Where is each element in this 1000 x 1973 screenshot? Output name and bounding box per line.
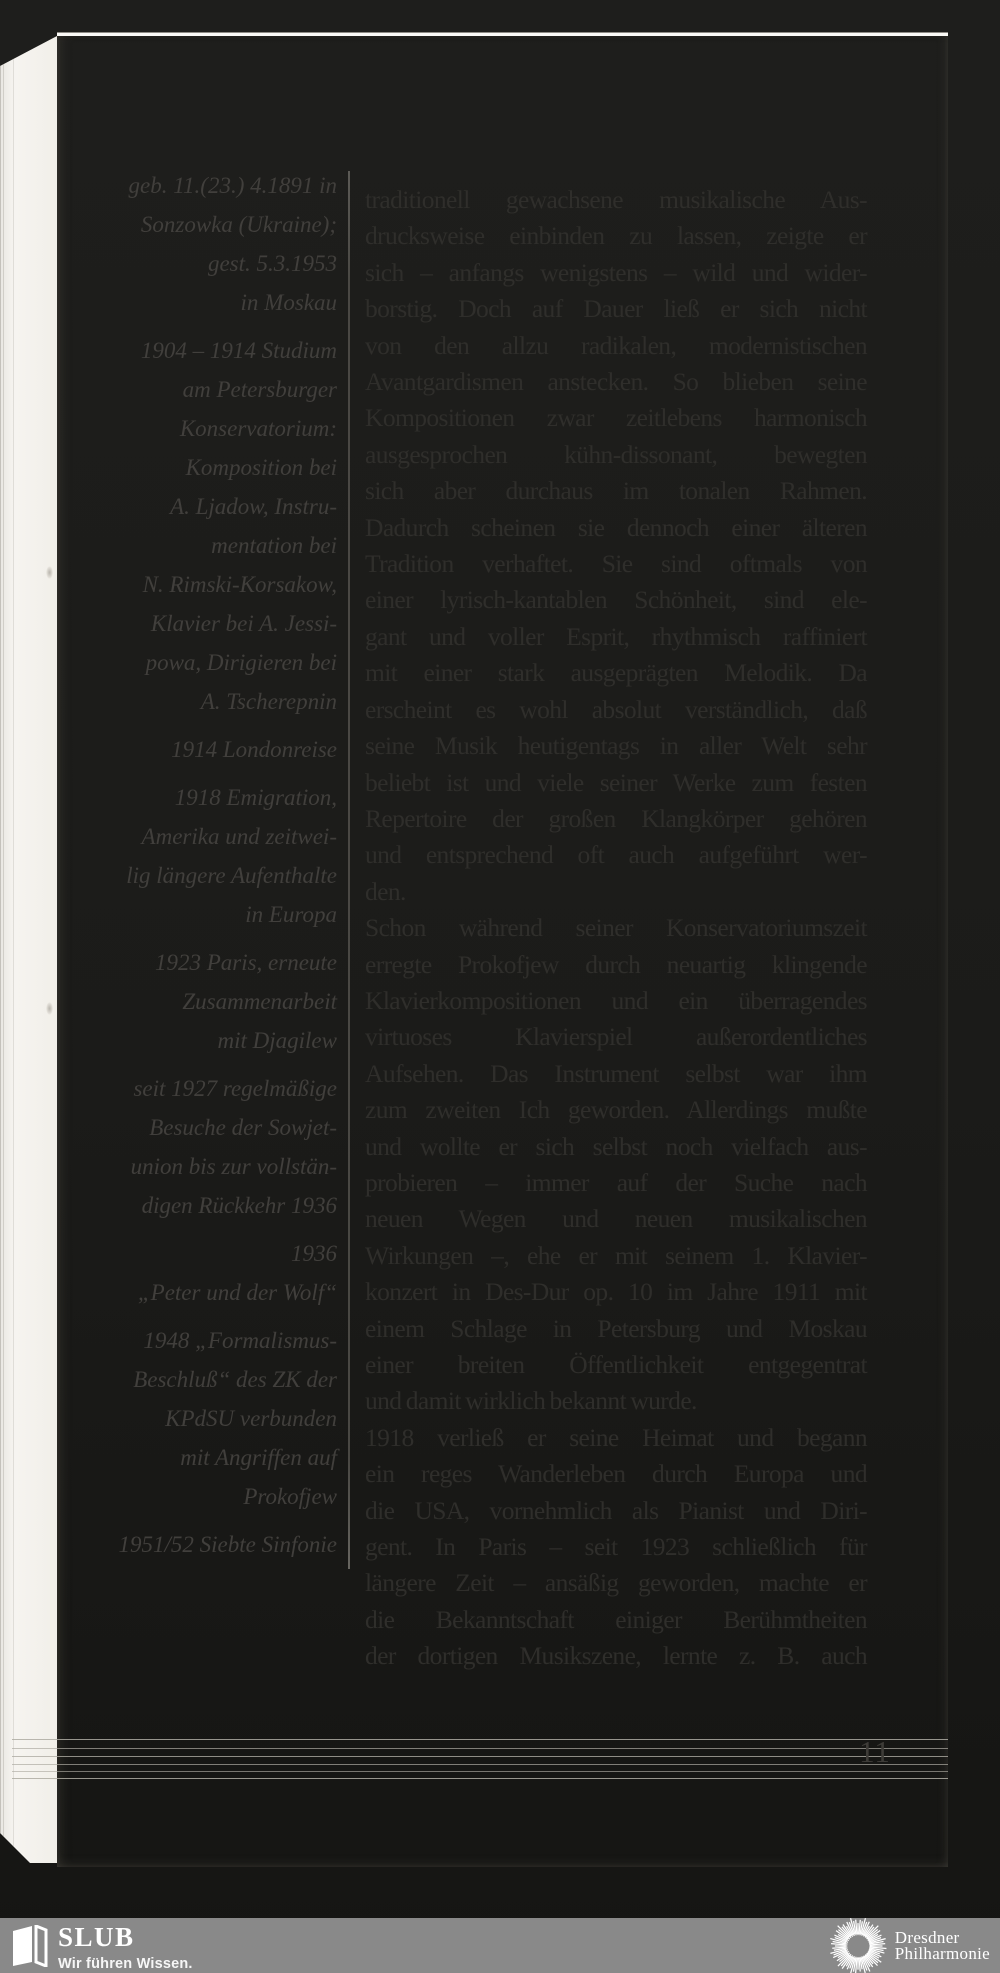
text-line: die Bekanntschaft einiger Berühmtheiten [365, 1604, 867, 1634]
open-book-icon [12, 1925, 48, 1967]
text-line: traditionell gewachsene musikalische Aus- [365, 185, 867, 214]
sidebar-line: Sonzowka (Ukraine); [140, 212, 337, 237]
sidebar-line: Besuche der Sowjet- [149, 1115, 337, 1140]
text-line: einer lyrisch-kantablen Schönheit, sind ele- [365, 585, 867, 615]
text-line: und damit wirklich bekannt wurde. [365, 1386, 697, 1416]
text-line: 1918 verließ er seine Heimat und begann [365, 1422, 867, 1452]
slub-tagline: Wir führen Wissen. [58, 1956, 193, 1972]
text-line: ein reges Wanderleben durch Europa und [365, 1459, 867, 1489]
sidebar-line: 1914 Londonreise [171, 737, 337, 762]
staff-lines-decoration [12, 1739, 948, 1781]
text-line: zum zweiten Ich geworden. Allerdings mußte [365, 1095, 867, 1125]
sidebar-line: digen Rückkehr 1936 [141, 1193, 337, 1218]
sidebar-block [75, 1069, 337, 1225]
biography-sidebar [75, 166, 337, 1573]
philharmonie-line2: Philharmonie [894, 1943, 990, 1963]
text-line: borstig. Doch auf Dauer ließ er sich nicht [365, 294, 867, 324]
sidebar-line: Beschluß“ des ZK der [133, 1367, 337, 1392]
sidebar-line: KPdSU verbunden [165, 1406, 337, 1431]
text-line: Avantgardismen anstecken. So blieben seine [365, 367, 867, 397]
text-line: gent. In Paris – seit 1923 schließlich für [365, 1532, 867, 1562]
book-page [57, 33, 948, 1867]
text-line: ausgesprochen kühn-dissonant, bewegten [365, 439, 867, 469]
staff-line [12, 1778, 948, 1779]
sidebar-line: in Moskau [240, 290, 337, 315]
sidebar-line: am Petersburger [182, 377, 337, 402]
sidebar-line: 1904 – 1914 Studium [140, 338, 337, 363]
sidebar-line: gest. 5.3.1953 [207, 251, 337, 276]
slub-logo [12, 1924, 193, 1972]
sidebar-line: mentation bei [211, 533, 337, 558]
sidebar-line: powa, Dirigieren bei [145, 650, 337, 675]
text-line: Tradition verhaftet. Sie sind oftmals von [365, 549, 867, 579]
sidebar-line: Zusammenarbeit [182, 989, 337, 1014]
sidebar-line: mit Angriffen auf [180, 1445, 337, 1470]
text-line: und wollte er sich selbst noch vielfach aus- [365, 1131, 867, 1161]
sidebar-line: N. Rimski-Korsakow, [142, 572, 337, 597]
sidebar-line: 1923 Paris, erneute [154, 950, 337, 975]
text-line: erscheint es wohl absolut verständlich, daß [365, 694, 867, 724]
staff-line [12, 1764, 948, 1765]
sidebar-line: 1951/52 Siebte Sinfonie [118, 1532, 337, 1557]
sidebar-line: in Europa [245, 902, 337, 927]
sidebar-line: Prokofjew [243, 1484, 337, 1509]
text-line: Dadurch scheinen sie dennoch einer älteren [365, 512, 867, 542]
text-line: Schon während seiner Konservatoriumszeit [365, 913, 867, 943]
column-divider [348, 171, 350, 1569]
text-line: einem Schlage in Petersburg und Moskau [365, 1313, 867, 1343]
text-line: seine Musik heutigentags in aller Welt sehr [365, 731, 867, 761]
sidebar-line: A. Ljadow, Instru- [170, 494, 337, 519]
text-line: mit einer stark ausgeprägten Melodik. Da [365, 658, 867, 688]
text-line: längere Zeit – ansäßig geworden, machte er [365, 1568, 867, 1598]
sidebar-block [75, 778, 337, 934]
sidebar-line: union bis zur vollstän- [130, 1154, 337, 1179]
sidebar-line: 1918 Emigration, [174, 785, 337, 810]
slub-wordmark: SLUB [58, 1922, 135, 1952]
philharmonie-wordmark [894, 1927, 990, 1963]
text-line: neuen Wegen und neuen musikalischen [365, 1204, 867, 1234]
slub-text [58, 1924, 193, 1972]
text-line: Kompositionen zwar zeitlebens harmonisch [365, 403, 867, 433]
sidebar-block [75, 1321, 337, 1516]
text-line: von den allzu radikalen, modernistischen [365, 330, 867, 360]
text-line: probieren – immer auf der Suche nach [365, 1167, 867, 1197]
binding-hole [46, 566, 53, 579]
text-line: sich aber durchaus im tonalen Rahmen. [365, 476, 867, 506]
text-line: beliebt ist und viele seiner Werke zum festen [365, 767, 867, 797]
starburst-icon [829, 1917, 887, 1973]
philharmonie-logo [829, 1918, 990, 1973]
sidebar-line: lig längere Aufenthalte [126, 863, 337, 888]
sidebar-line: Konservatorium: [179, 416, 337, 441]
staff-line [12, 1748, 948, 1749]
sidebar-line: A. Tscherepnin [200, 689, 337, 714]
sidebar-line: seit 1927 regelmäßige [133, 1076, 337, 1101]
sidebar-block [75, 730, 337, 769]
text-line: den. [365, 876, 406, 906]
book-page-edges [0, 36, 57, 1863]
sidebar-block [75, 1525, 337, 1564]
sidebar-line: geb. 11.(23.) 4.1891 in [128, 173, 337, 198]
binding-hole [46, 1002, 53, 1015]
sidebar-block [75, 166, 337, 322]
sidebar-line: Klavier bei A. Jessi- [150, 611, 337, 636]
text-line: gant und voller Esprit, rhythmisch raffiniert [365, 621, 867, 651]
staff-line [12, 1756, 948, 1757]
sidebar-line: Amerika und zeitwei- [141, 824, 337, 849]
sidebar-line: 1936 [291, 1241, 337, 1266]
text-line: konzert in Des-Dur op. 10 im Jahre 1911 mit [365, 1277, 867, 1307]
text-line: Wirkungen –, ehe er mit seinem 1. Klavier- [365, 1240, 867, 1270]
watermark-footer [0, 1918, 1000, 1973]
staff-line [12, 1739, 948, 1740]
sidebar-line: Komposition bei [185, 455, 337, 480]
text-line: die USA, vornehmlich als Pianist und Diri- [365, 1495, 867, 1525]
staff-line [12, 1771, 948, 1772]
text-line: und entsprechend oft auch aufgeführt wer- [365, 840, 867, 870]
main-text [365, 182, 867, 1675]
text-line: Aufsehen. Das Instrument selbst war ihm [365, 1058, 867, 1088]
philharmonie-line1: Dresdner [894, 1927, 960, 1947]
text-line: virtuoses Klavierspiel außerordentliches [365, 1022, 867, 1052]
text-line: erregte Prokofjew durch neuartig klingende [365, 949, 867, 979]
text-line: Repertoire der großen Klangkörper gehören [365, 803, 867, 833]
sidebar-block [75, 1234, 337, 1312]
sidebar-block [75, 331, 337, 721]
text-line: sich – anfangs wenigstens – wild und wider- [365, 257, 867, 287]
sidebar-line: 1948 „Formalismus- [143, 1328, 337, 1353]
text-line: drucksweise einbinden zu lassen, zeigte er [365, 221, 867, 251]
text-line: der dortigen Musikszene, lernte z. B. auch [365, 1641, 867, 1671]
text-line: Klavierkompositionen und ein überragendes [365, 985, 867, 1015]
sidebar-line: „Peter und der Wolf“ [137, 1280, 337, 1305]
text-line: einer breiten Öffentlichkeit entgegentrat [365, 1350, 867, 1379]
sidebar-block [75, 943, 337, 1060]
page-number: 11 [859, 1734, 891, 1769]
sidebar-line: mit Djagilew [217, 1028, 337, 1053]
